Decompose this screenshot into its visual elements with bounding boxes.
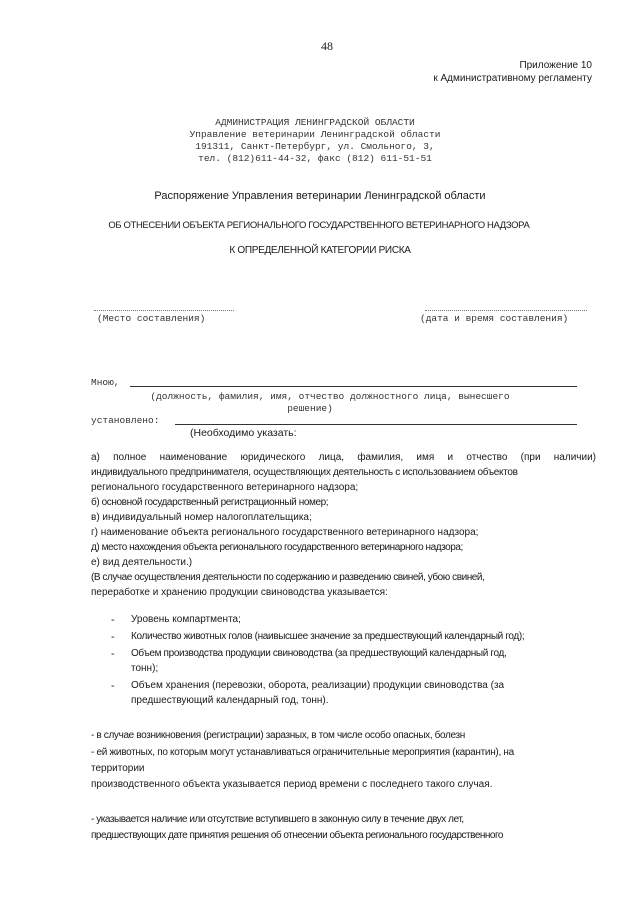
established-field-line	[175, 424, 577, 425]
decision-line-1: - указывается наличие или отсутствие вступившего в законную силу в течение двух лет,	[91, 814, 464, 825]
official-field-line	[130, 386, 577, 387]
bullet-dash-1: -	[111, 614, 115, 626]
item-a-line-2: индивидуального предпринимателя, осуществляющих деятельность с использованием объектов	[91, 467, 518, 478]
item-g: г) наименование объекта регионального государственного ветеринарного надзора;	[91, 527, 479, 538]
place-caption: (Место составления)	[97, 313, 206, 324]
page-number: 48	[321, 39, 333, 53]
decision-line-2: предшествующих дате принятия решения об отнесении объекта регионального государственного	[91, 830, 503, 841]
order-subject-line-2: К ОПРЕДЕЛЕННОЙ КАТЕГОРИИ РИСКА	[229, 245, 411, 256]
by-me-label: Мною,	[91, 377, 120, 388]
item-b: б) основной государственный регистрационный номер;	[91, 497, 329, 508]
place-field-line	[94, 310, 234, 311]
instruction-note: (Необходимо указать:	[190, 427, 297, 439]
date-caption: (дата и время составления)	[420, 313, 569, 324]
item-a-line-1: а) полное наименование юридического лица, фамилия, имя и отчество (при наличии)	[91, 452, 596, 463]
item-a-line-3: регионального государственного ветеринарного надзора;	[91, 482, 359, 493]
item-v: в) индивидуальный номер налогоплательщика;	[91, 512, 312, 523]
appendix-line-2: к Административному регламенту	[433, 73, 592, 84]
bullet-item-3-line-2: тонн);	[131, 663, 159, 674]
bullet-item-2: Количество животных голов (наивысшее значение за предшествующий календарный год);	[131, 631, 525, 642]
bullet-dash-3: -	[111, 648, 115, 660]
bullet-dash-4: -	[111, 680, 115, 692]
item-e: е) вид деятельности.)	[91, 557, 193, 568]
bullet-item-1: Уровень компартмента;	[131, 614, 241, 625]
order-title: Распоряжение Управления ветеринарии Ленинградской области	[154, 190, 486, 202]
item-d: д) место нахождения объекта регионального государственного ветеринарного надзора;	[91, 542, 463, 553]
disease-line-3: территории	[91, 763, 145, 774]
bullet-dash-2: -	[111, 631, 115, 643]
disease-line-1: - в случае возникновения (регистрации) заразных, в том числе особо опасных, болезн	[91, 730, 465, 741]
pig-note-line-1: (В случае осуществления деятельности по содержанию и разведению свиней, убою свиней,	[91, 572, 485, 583]
official-caption-1: (должность, фамилия, имя, отчество должностного лица, вынесшего	[150, 391, 510, 402]
letterhead-phone: тел. (812)611-44-32, факс (812) 611-51-51	[198, 153, 432, 164]
pig-note-line-2: переработке и хранению продукции свиноводства указывается:	[91, 587, 388, 598]
appendix-line-1: Приложение 10	[519, 60, 592, 71]
letterhead-address: 191311, Санкт-Петербург, ул. Смольного, 3,	[195, 141, 435, 152]
letterhead-department: Управление ветеринарии Ленинградской области	[189, 129, 441, 140]
bullet-item-3-line-1: Объем производства продукции свиноводства (за предшествующий календарный год,	[131, 648, 507, 659]
date-field-line	[425, 310, 587, 311]
order-subject-line-1: ОБ ОТНЕСЕНИИ ОБЪЕКТА РЕГИОНАЛЬНОГО ГОСУДАРСТВЕННОГО ВЕТЕРИНАРНОГО НАДЗОРА	[108, 220, 530, 231]
official-caption-2: решение)	[287, 403, 333, 414]
disease-line-2: - ей животных, по которым могут устанавливаться ограничительные мероприятия (карантин), на	[91, 747, 514, 758]
disease-line-4: производственного объекта указывается период времени с последнего такого случая.	[91, 779, 493, 790]
bullet-item-4-line-1: Объем хранения (перевозки, оборота, реализации) продукции свиноводства (за	[131, 680, 505, 691]
bullet-item-4-line-2: предшествующий календарный год, тонн).	[131, 695, 329, 706]
established-label: установлено:	[91, 415, 160, 426]
letterhead-org: АДМИНИСТРАЦИЯ ЛЕНИНГРАДСКОЙ ОБЛАСТИ	[215, 117, 415, 128]
